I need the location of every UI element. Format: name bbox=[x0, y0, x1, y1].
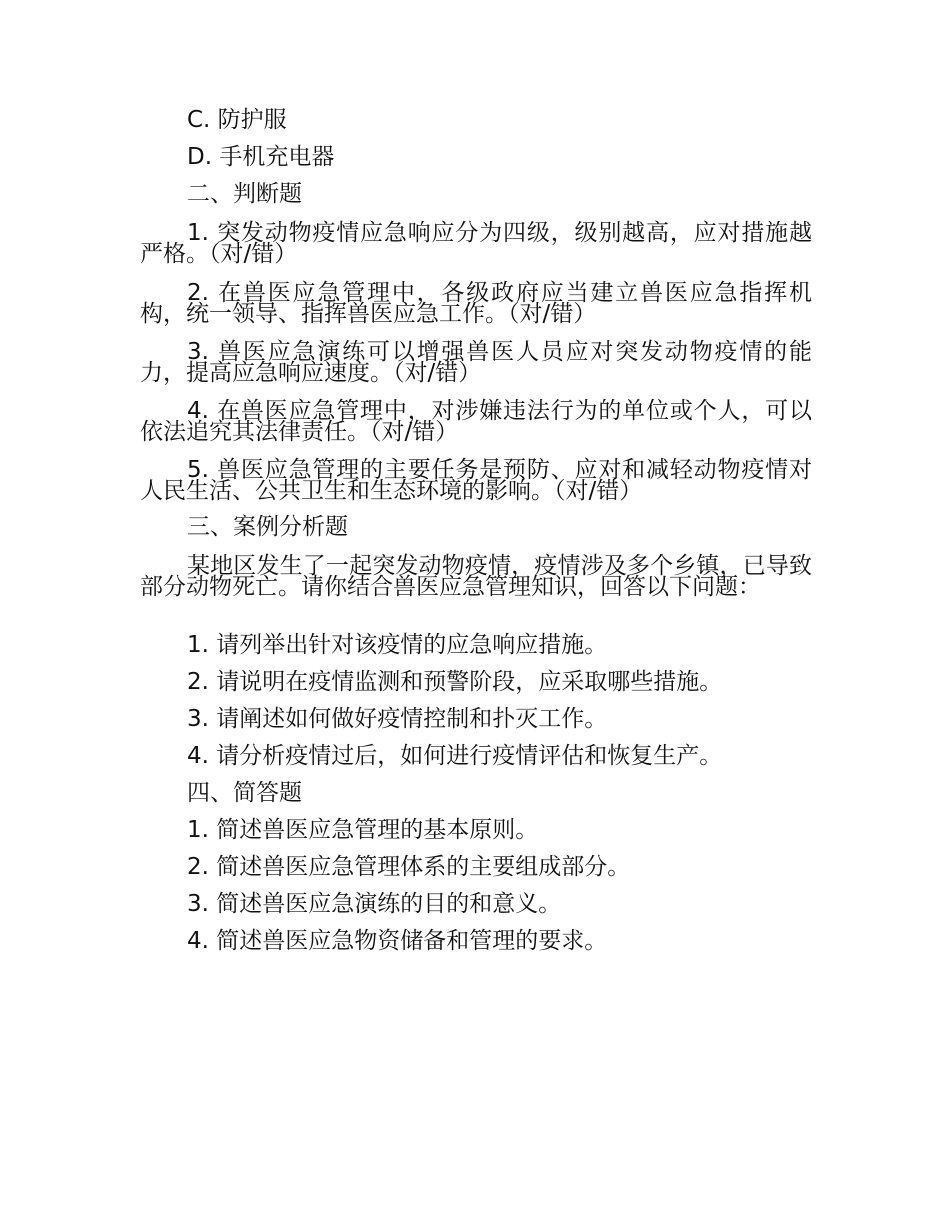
short-answer-item-3: 3. 简述兽医应急演练的目的和意义。 bbox=[187, 891, 562, 917]
case-question-4: 4. 请分析疫情过后，如何进行疫情评估和恢复生产。 bbox=[187, 743, 723, 769]
judgement-item-4: 4. 在兽医应急管理中，对涉嫌违法行为的单位或个人，可以依法追究其法律责任。（对/错） bbox=[140, 398, 812, 445]
short-answer-item-4: 4. 简述兽医应急物资储备和管理的要求。 bbox=[187, 928, 608, 954]
short-answer-heading: 四、简答题 bbox=[187, 780, 302, 806]
case-analysis-intro: 某地区发生了一起突发动物疫情，疫情涉及多个乡镇，已导致部分动物死亡。请你结合兽医应急管理知识，回答以下问题： bbox=[140, 553, 812, 600]
judgement-item-5: 5. 兽医应急管理的主要任务是预防、应对和减轻动物疫情对人民生活、公共卫生和生态环境的影响。（对/错） bbox=[140, 457, 812, 504]
short-answer-item-2: 2. 简述兽医应急管理体系的主要组成部分。 bbox=[187, 854, 631, 880]
judgement-item-2: 2. 在兽医应急管理中，各级政府应当建立兽医应急指挥机构，统一领导、指挥兽医应急工作。（对/错） bbox=[140, 280, 812, 327]
judgement-item-3: 3. 兽医应急演练可以增强兽医人员应对突发动物疫情的能力，提高应急响应速度。（对/错） bbox=[140, 339, 812, 386]
judgement-heading: 二、判断题 bbox=[187, 181, 302, 207]
case-question-2: 2. 请说明在疫情监测和预警阶段，应采取哪些措施。 bbox=[187, 669, 723, 695]
choice-option-d: D. 手机充电器 bbox=[187, 144, 335, 170]
short-answer-item-1: 1. 简述兽医应急管理的基本原则。 bbox=[187, 817, 539, 843]
case-question-3: 3. 请阐述如何做好疫情控制和扑灭工作。 bbox=[187, 706, 608, 732]
choice-option-c: C. 防护服 bbox=[187, 107, 287, 133]
case-analysis-heading: 三、案例分析题 bbox=[187, 514, 348, 540]
judgement-item-1: 1. 突发动物疫情应急响应分为四级，级别越高，应对措施越严格。（对/错） bbox=[140, 220, 812, 267]
case-question-1: 1. 请列举出针对该疫情的应急响应措施。 bbox=[187, 632, 608, 658]
